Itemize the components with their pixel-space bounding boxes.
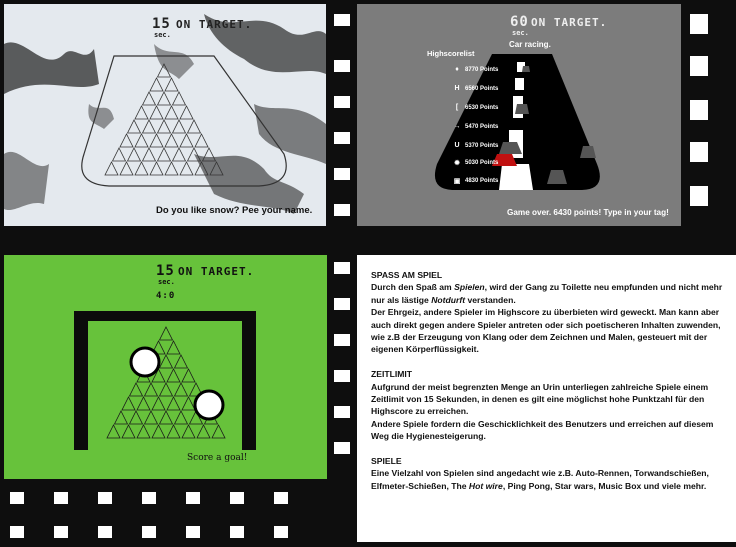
time-number: 15 [156, 263, 175, 279]
car-icon: ♦ [455, 66, 459, 73]
star-icon: ✹ [454, 160, 460, 167]
time-number: 60 [510, 14, 529, 30]
goal-game-panel [4, 255, 327, 479]
highscore-row: H 6560 Points [454, 85, 499, 92]
goal-caption: Score a goal! [187, 453, 248, 463]
snow-caption: Do you like snow? Pee your name. [156, 205, 313, 216]
game-over-caption: Game over. 6430 points! Type in your tag! [507, 208, 669, 217]
time-number: 15 [152, 16, 171, 32]
on-target-logo: ON TARGET. [178, 265, 255, 278]
bracket-icon: [ [455, 104, 459, 111]
highscore-row: U 5370 Points [454, 142, 499, 149]
snow-game-panel [4, 4, 326, 226]
sec-label: sec. [158, 278, 175, 286]
on-target-logo: ON TARGET. [176, 18, 253, 31]
car-racing-subtitle: Car racing. [509, 40, 551, 49]
article-panel [357, 255, 736, 542]
highscore-row: [ 6530 Points [453, 104, 498, 111]
h-icon: H [454, 85, 460, 92]
paragraph: Eine Vielzahl von Spielen sind angedacht wie z.B. Auto-Rennen, Torwandschießen, Elfmeter-Schießen, The Hot wire, Ping Pong, Star wars, Music Box und viele mehr. [371, 468, 709, 491]
sec-label: sec. [154, 31, 171, 39]
highscore-row: ✹ 5030 Points [454, 160, 499, 167]
box-icon: ▣ [453, 178, 461, 185]
paragraph: Der Ehrgeiz, andere Spieler im Highscore zu überbieten wird geweckt. Man kann aber auch direkt gegen andere Spieler antreten oder sich poetischeren Inhalten zuwenden, wie z.B der Erzeugung von Klang oder dem Zeichnen und Malen, gesteuert mit der eigenen Körperflüssigkeit. [371, 307, 721, 355]
highscorelist-title: Highscorelist [427, 49, 475, 58]
on-target-logo: ON TARGET. [531, 16, 608, 29]
arrow-icon: → [453, 123, 461, 130]
paragraph: Aufgrund der meist begrenzten Menge an Urin unterliegen zahlreiche Spiele einem Zeitlimit von 15 Sekunden, in denen es gilt eine möglichst hohe Punktzahl für den Highscore zu erreichen. [371, 381, 709, 417]
paragraph: Durch den Spaß am Spielen, wird der Gang zu Toilette neu empfunden und nicht mehr nur als lästige Notdurft verstanden. [371, 282, 723, 305]
paragraph: Andere Spiele fordern die Geschicklichkeit des Benutzers und erreichen auf diesem Weg die Hygienesteigerung. [371, 418, 714, 442]
magnet-icon: U [454, 142, 460, 149]
highscore-row: → 5470 Points [453, 123, 499, 130]
highscore-row: ♦ 8770 Points [453, 66, 498, 73]
section-title-spiele: SPIELE [371, 456, 402, 467]
highscore-row: ▣ 4830 Points [453, 178, 499, 185]
goal-field [4, 255, 327, 479]
section-title-zeitlimit: ZEITLIMIT [371, 369, 413, 380]
goal-score: 4:0 [156, 291, 176, 301]
sec-label: sec. [512, 29, 529, 37]
article-text [371, 269, 731, 492]
section-title-spass: SPASS AM SPIEL [371, 270, 443, 280]
car-racing-panel [357, 4, 681, 226]
race-track [357, 4, 681, 226]
